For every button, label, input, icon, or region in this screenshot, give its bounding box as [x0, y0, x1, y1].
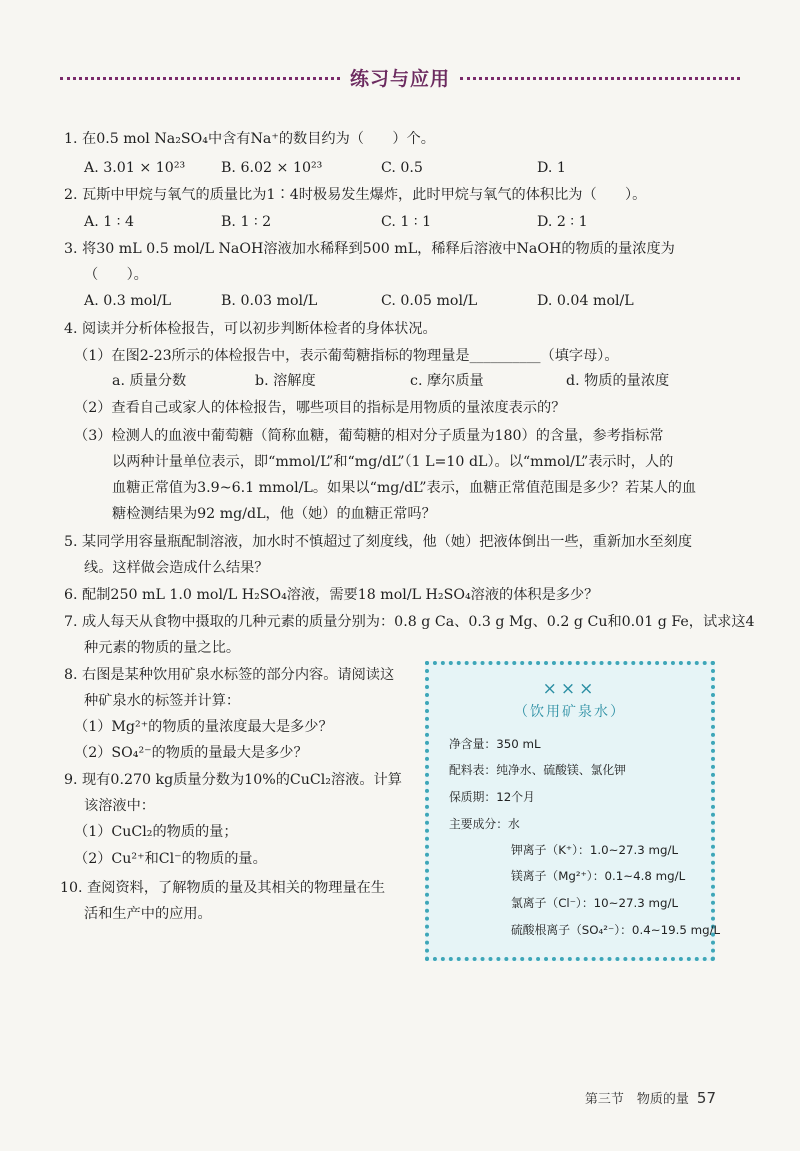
question-4-sub-1: （1）在图2-23所示的体检报告中，表示葡萄糖指标的物理量是__________（填字母）。 [74, 348, 619, 364]
page-footer [585, 1088, 716, 1107]
label-chloride: 氯离子（Cl⁻）：10~27.3 mg/L [511, 896, 679, 910]
question-8-sub-1: （1）Mg²⁺的物质的量浓度最大是多少？ [74, 719, 333, 735]
q2-option-b: B. 1 ∶ 2 [221, 214, 272, 230]
question-8-sub-2: （2）SO₄²⁻的物质的量最大是多少？ [74, 745, 308, 761]
q3-option-c: C. 0.05 mol/L [381, 293, 478, 309]
question-4-sub-3-line-4: 糖检测结果为92 mg/dL，他（她）的血糖正常吗？ [112, 506, 436, 522]
footer-section: 第三节 物质的量 [584, 1092, 689, 1107]
q4-option-b: b. 溶解度 [255, 373, 316, 389]
q3-option-d: D. 0.04 mol/L [537, 293, 634, 309]
question-7-line-1: 7. 成人每天从食物中摄取的几种元素的质量分别为：0.8 g Ca、0.3 g Mg、0.2 g Cu和0.01 g Fe，试求这4 [64, 614, 755, 630]
question-4-sub-3-line-2: 以两种计量单位表示，即“mmol/L”和“mg/dL”（1 L=10 dL）。以“mmol/L”表示时，人的 [112, 454, 674, 470]
question-8-line-2: 种矿泉水的标签并计算： [84, 693, 241, 709]
q3-option-a: A. 0.3 mol/L [84, 293, 172, 309]
q2-option-c: C. 1 ∶ 1 [381, 214, 432, 230]
section-header [60, 62, 740, 92]
q3-option-b: B. 0.03 mol/L [221, 293, 318, 309]
question-10-line-1: 10. 查阅资料，了解物质的量及其相关的物理量在生 [60, 880, 386, 896]
question-4-sub-3-line-1: （3）检测人的血液中葡萄糖（简称血糖，葡萄糖的相对分子质量为180）的含量，参考指标常 [74, 428, 664, 444]
question-9-line-2: 该溶液中： [84, 798, 155, 814]
question-6: 6. 配制250 mL 1.0 mol/L H₂SO₄溶液，需要18 mol/L H₂SO₄溶液的体积是多少？ [64, 587, 599, 603]
q1-option-d: D. 1 [537, 160, 566, 176]
question-9-sub-1: （1）CuCl₂的物质的量； [74, 824, 238, 840]
question-5-line-2: 线。这样做会造成什么结果？ [84, 560, 269, 576]
mineral-water-label [425, 661, 721, 961]
question-4: 4. 阅读并分析体检报告，可以初步判断体检者的身体状况。 [64, 321, 437, 337]
label-main-component: 主要成分：水 [449, 817, 520, 831]
q2-option-d: D. 2 ∶ 1 [537, 214, 588, 230]
dotted-rule-right [460, 77, 740, 80]
question-4-sub-2: （2）查看自己或家人的体检报告，哪些项目的指标是用物质的量浓度表示的？ [74, 400, 566, 416]
question-3-line-1: 3. 将30 mL 0.5 mol/L NaOH溶液加水稀释到500 mL，稀释后溶液中NaOH的物质的量浓度为 [64, 241, 675, 257]
label-subtitle: （饮用矿泉水） [514, 704, 626, 720]
q1-option-a: A. 3.01 × 10²³ [84, 160, 186, 176]
label-shelf-life: 保质期：12个月 [449, 790, 535, 804]
q4-option-c: c. 摩尔质量 [410, 373, 484, 389]
dotted-rule-left [60, 77, 340, 80]
q2-option-a: A. 1 ∶ 4 [84, 214, 135, 230]
question-9-sub-2: （2）Cu²⁺和Cl⁻的物质的量。 [74, 851, 267, 867]
label-ingredients: 配料表：纯净水、硫酸镁、氯化钾 [449, 763, 626, 777]
label-net-content: 净含量：350 mL [449, 737, 541, 751]
question-5-line-1: 5. 某同学用容量瓶配制溶液，加水时不慎超过了刻度线，他（她）把液体倒出一些，重新加水至刻度 [64, 534, 693, 550]
q4-option-d: d. 物质的量浓度 [566, 373, 670, 389]
q4-option-a: a. 质量分数 [112, 373, 187, 389]
question-10-line-2: 活和生产中的应用。 [84, 906, 212, 922]
question-1: 1. 在0.5 mol Na₂SO₄中含有Na⁺的数目约为（ ）个。 [64, 131, 435, 147]
label-magnesium: 镁离子（Mg²⁺）：0.1~4.8 mg/L [511, 869, 686, 883]
label-brand: ××× [542, 679, 598, 699]
question-8-line-1: 8. 右图是某种饮用矿泉水标签的部分内容。请阅读这 [64, 667, 395, 683]
q1-option-c: C. 0.5 [381, 160, 423, 176]
q1-option-b: B. 6.02 × 10²³ [221, 160, 323, 176]
page-number: 57 [696, 1089, 716, 1107]
label-sulfate: 硫酸根离子（SO₄²⁻）：0.4~19.5 mg/L [511, 923, 721, 937]
question-2: 2. 瓦斯中甲烷与氧气的质量比为1∶4时极易发生爆炸，此时甲烷与氧气的体积比为（ ）。 [64, 187, 647, 203]
section-title: 练习与应用 [350, 67, 451, 90]
question-3-line-2: （ ）。 [84, 267, 148, 283]
question-9-line-1: 9. 现有0.270 kg质量分数为10%的CuCl₂溶液。计算 [64, 772, 402, 788]
label-potassium: 钾离子（K⁺）：1.0~27.3 mg/L [511, 843, 679, 857]
question-4-sub-3-line-3: 血糖正常值为3.9~6.1 mmol/L。如果以“mg/dL”表示，血糖正常值范围是多少？若某人的血 [112, 480, 697, 496]
question-7-line-2: 种元素的物质的量之比。 [84, 640, 241, 656]
